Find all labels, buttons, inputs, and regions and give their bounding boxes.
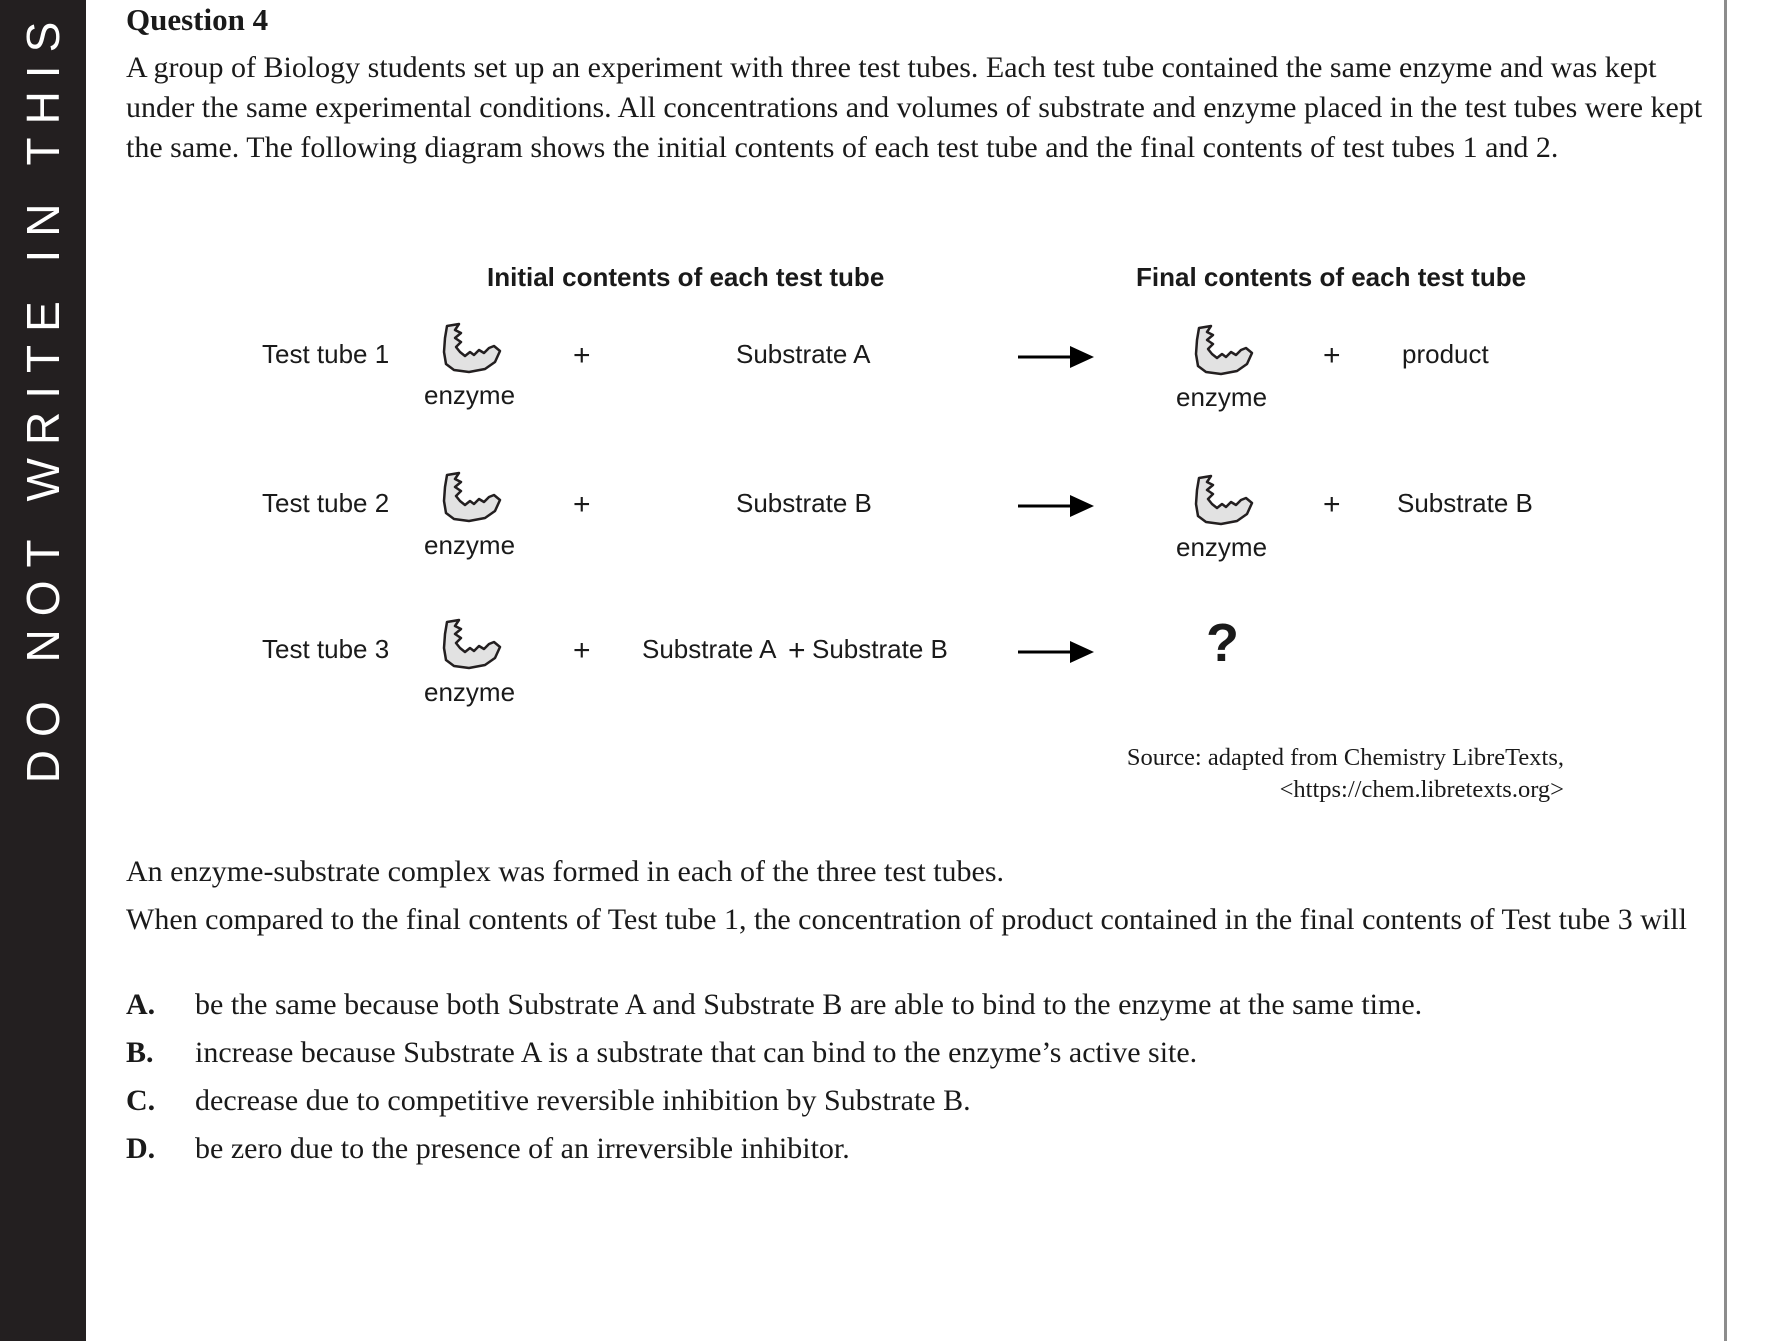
margin-warning: DO NOT WRITE IN THIS: [17, 8, 69, 784]
enzyme-label: enzyme: [1176, 382, 1268, 412]
substrate-label: Substrate A: [736, 339, 871, 369]
source-line-2: <https://chem.libretexts.org>: [1279, 776, 1564, 803]
plus-sign: +: [1323, 339, 1341, 372]
plus-sign: +: [573, 488, 591, 521]
arrow-right-icon: [1018, 638, 1094, 666]
unknown-result: ?: [1206, 613, 1239, 673]
enzyme-label: enzyme: [424, 380, 516, 410]
source-line-1: Source: adapted from Chemistry LibreTexts,: [1126, 744, 1564, 771]
final-substrate-label: Substrate B: [1397, 488, 1533, 518]
plus-sign: +: [573, 339, 591, 372]
arrow-right-icon: [1018, 492, 1094, 520]
stem-line-1: An enzyme-substrate complex was formed in each of the three test tubes.: [126, 855, 1005, 888]
final-heading: Final contents of each test tube: [1136, 262, 1527, 292]
enzyme-icon: [439, 471, 503, 523]
enzyme-label: enzyme: [424, 530, 516, 560]
option-letter: A.: [126, 988, 156, 1021]
enzyme-label: enzyme: [1176, 532, 1268, 562]
plus-sign: +: [788, 634, 806, 667]
option-letter: C.: [126, 1084, 156, 1117]
option-letter: B.: [126, 1036, 154, 1069]
enzyme-label: enzyme: [424, 677, 516, 707]
right-border: [1724, 0, 1727, 1341]
arrow-right-icon: [1018, 343, 1094, 371]
option-letter: D.: [126, 1132, 156, 1165]
tube-label: Test tube 1: [262, 339, 390, 369]
substrate-a-label: Substrate A: [642, 634, 777, 664]
initial-heading: Initial contents of each test tube: [487, 262, 885, 292]
option-text: be zero due to the presence of an irreversible inhibitor.: [195, 1132, 850, 1165]
plus-sign: +: [573, 634, 591, 667]
tube-label: Test tube 3: [262, 634, 390, 664]
option-text: decrease due to competitive reversible inhibition by Substrate B.: [195, 1084, 971, 1117]
plus-sign: +: [1323, 488, 1341, 521]
question-intro: A group of Biology students set up an experiment with three test tubes. Each test tube contained the same enzyme and was kept under the same experimental conditions. All concentrations and volumes of substrate and enzyme placed in the test tubes were kept the same. The following diagram shows the initial contents of each test tube and the final contents of test tubes 1 and 2.: [126, 51, 1703, 164]
enzyme-icon: [439, 618, 503, 670]
option-text: be the same because both Substrate A and Substrate B are able to bind to the enzyme at the same time.: [195, 988, 1423, 1021]
margin-bar: [0, 0, 86, 1341]
question-title: Question 4: [126, 2, 269, 37]
enzyme-icon: [439, 322, 503, 374]
enzyme-icon: [1191, 474, 1255, 526]
stem-line-2: When compared to the final contents of Test tube 1, the concentration of product contained in the final contents of Test tube 3 will: [126, 903, 1687, 936]
option-text: increase because Substrate A is a substrate that can bind to the enzyme’s active site.: [195, 1036, 1198, 1069]
final-product-label: product: [1402, 339, 1489, 369]
tube-label: Test tube 2: [262, 488, 390, 518]
diagram-source: [1127, 742, 1564, 806]
substrate-b-label: Substrate B: [812, 634, 948, 664]
enzyme-icon: [1191, 324, 1255, 376]
substrate-label: Substrate B: [736, 488, 872, 518]
